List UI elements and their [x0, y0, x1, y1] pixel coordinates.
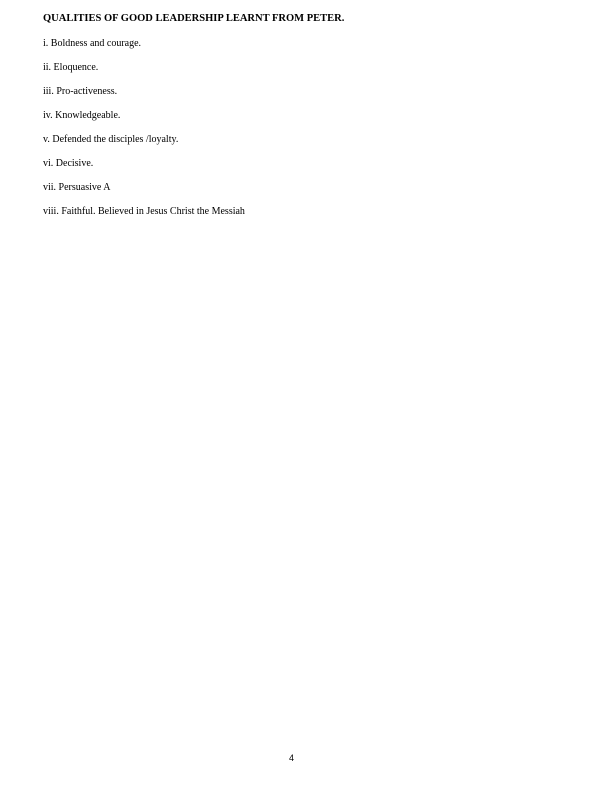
- list-item: v. Defended the disciples /loyalty.: [43, 134, 179, 145]
- list-item: ii. Eloquence.: [43, 62, 99, 73]
- page-number: 4: [288, 753, 294, 763]
- list-item: vii. Persuasive A: [43, 182, 111, 193]
- list-item: iii. Pro-activeness.: [43, 86, 118, 97]
- list-item: viii. Faithful. Believed in Jesus Christ the Messiah: [43, 206, 245, 217]
- list-item: iv. Knowledgeable.: [43, 110, 121, 121]
- page-body: [43, 12, 573, 229]
- list-item: i. Boldness and courage.: [43, 38, 142, 49]
- list-item: vi. Decisive.: [43, 158, 94, 169]
- qualities-list: [43, 37, 573, 219]
- document-heading: QUALITIES OF GOOD LEADERSHIP LEARNT FROM PETER.: [43, 13, 345, 24]
